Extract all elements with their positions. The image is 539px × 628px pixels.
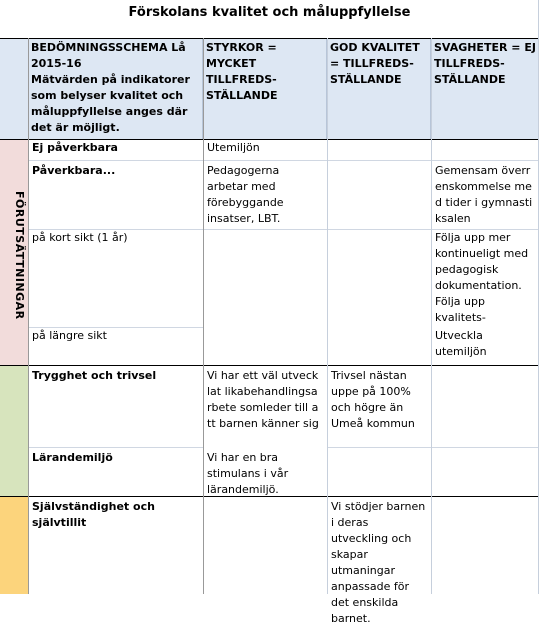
cell-svagheter: Följa upp mer kontinueligt med pedagogisk dokumentation. Följa upp kvalitets- (435, 231, 529, 324)
row-label-langre-sikt: på längre sikt (32, 329, 107, 342)
page-title: Förskolans kvalitet och måluppfyllelse (128, 5, 411, 20)
header-god-kvalitet: GOD KVALITET = TILLFREDS-STÄLLANDE (327, 38, 431, 139)
cell-styrkor: Utemiljön (207, 141, 260, 154)
grid-line (28, 160, 539, 161)
cell-god-kvalitet: Trivsel nästan uppe på 100% och högre än Umeå kommun (331, 369, 415, 430)
cell-styrkor: Vi har ett väl utvecklat likabehandlingsarbete somleder till att barnen känner sig (207, 369, 319, 430)
grid-line (28, 447, 203, 448)
section-border (0, 365, 539, 366)
row-label-sjalvstandighet: Självständighet och självtillit (32, 500, 155, 529)
header-corner (0, 38, 28, 139)
cell-svagheter: Utveckla utemiljön (435, 329, 487, 358)
row-label-ej-paverkbara: Ej påverkbara (32, 141, 118, 154)
header-bedomningsschema: BEDÖMNINGSSCHEMA Lå 2015-16 Mätvärden på indikatorer som belyser kvalitet och måluppfyllelse anges där det är möjligt. (28, 38, 203, 139)
sidebar-green-block (0, 365, 28, 496)
cell-styrkor: Pedagogerna arbetar med förebyggande insatser, LBT. (207, 164, 284, 225)
cell-god-kvalitet: Vi stödjer barnen i deras utveckling och skapar utmaningar anpassade för det enskilda barnet. (331, 500, 426, 625)
sidebar-label: FÖRUTSÄTTNINGAR (13, 190, 26, 320)
grid-line (203, 38, 204, 594)
header-svagheter: SVAGHETER = EJ TILLFREDS-STÄLLANDE (431, 38, 539, 139)
row-label-trygghet: Trygghet och trivsel (32, 369, 157, 382)
header-top-border (0, 38, 539, 39)
row-label-kort-sikt: på kort sikt (1 år) (32, 231, 128, 244)
cell-styrkor: Vi har en bra stimulans i vår lärandemiljö. (207, 451, 289, 496)
row-label-paverkbara: Påverkbara... (32, 164, 116, 177)
row-label-larandemiljo: Lärandemiljö (32, 451, 113, 464)
cell-svagheter: Gemensam överrenskommelse med tider i gymnastiksalen (435, 164, 533, 225)
header-styrkor: STYRKOR = MYCKET TILLFREDS-STÄLLANDE (203, 38, 327, 139)
sidebar-orange-block (0, 496, 28, 594)
grid-line (327, 447, 539, 448)
